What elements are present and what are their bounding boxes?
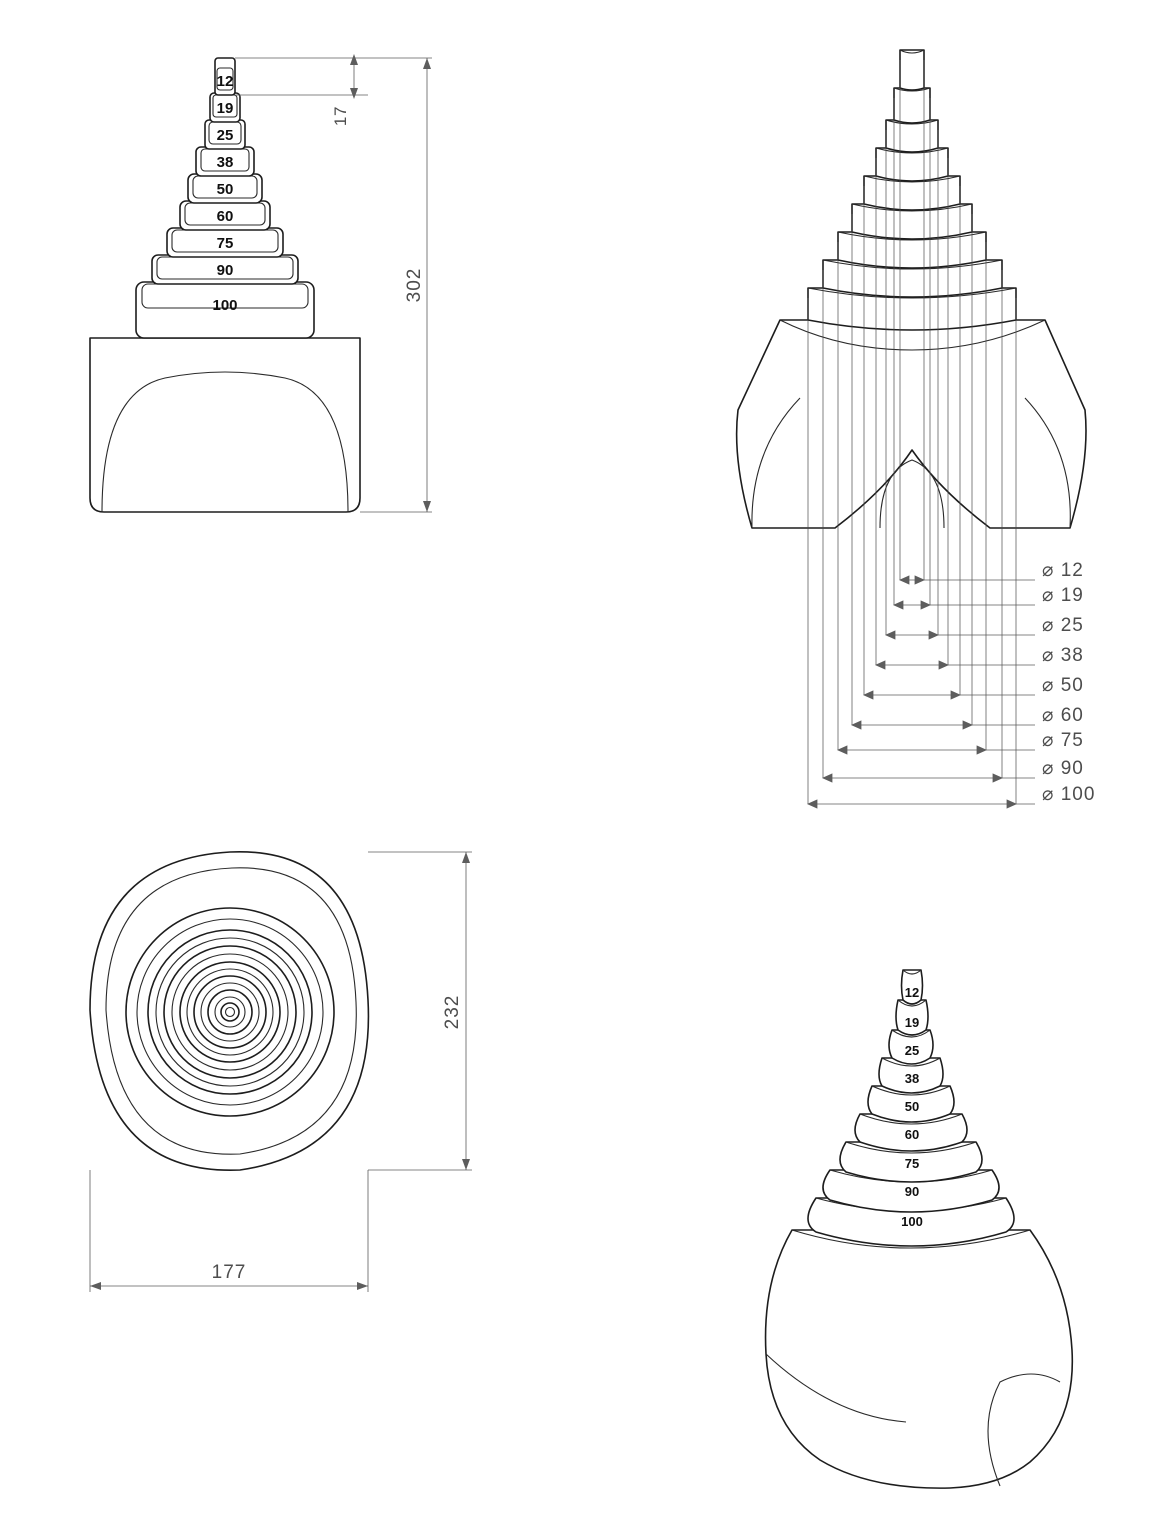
iso-base-body — [737, 320, 1086, 528]
iso-step-stack — [808, 50, 1016, 330]
callout-dia-38: ⌀ 38 — [1042, 645, 1084, 666]
callout-dia-75: ⌀ 75 — [1042, 730, 1084, 751]
iso-step-label-25: 25 — [904, 1043, 920, 1058]
dimension-value-17: 17 — [331, 105, 350, 127]
step-label-100: 100 — [212, 297, 238, 314]
step-label-75: 75 — [216, 235, 234, 252]
step-label-25: 25 — [216, 127, 234, 144]
top-plan-view — [60, 830, 520, 1330]
diameter-dimension-ladder — [808, 576, 1035, 808]
callout-dia-100: ⌀ 100 — [1042, 784, 1096, 805]
plan-step-circles — [126, 908, 334, 1116]
base-body — [90, 338, 360, 512]
iso-step-label-19: 19 — [904, 1015, 920, 1030]
iso-step-label-60: 60 — [904, 1127, 920, 1142]
iso-step-label-75: 75 — [904, 1156, 920, 1171]
isometric-pictorial-view — [700, 930, 1130, 1510]
callout-dia-25: ⌀ 25 — [1042, 615, 1084, 636]
iso-step-label-50: 50 — [904, 1099, 920, 1114]
front-elevation-view — [60, 20, 480, 540]
iso2-base-body — [766, 1230, 1073, 1488]
step-label-90: 90 — [216, 262, 234, 279]
callout-dia-19: ⌀ 19 — [1042, 585, 1084, 606]
callout-dia-90: ⌀ 90 — [1042, 758, 1084, 779]
diameter-callout-labels — [1042, 560, 1095, 805]
callout-dia-50: ⌀ 50 — [1042, 675, 1084, 696]
callout-dia-60: ⌀ 60 — [1042, 705, 1084, 726]
isometric-section-view — [690, 20, 1160, 810]
iso-step-label-12: 12 — [904, 985, 920, 1000]
step-label-60: 60 — [216, 208, 234, 225]
step-label-12: 12 — [216, 73, 234, 90]
iso-step-label-100: 100 — [901, 1214, 923, 1229]
iso-step-label-38: 38 — [904, 1071, 920, 1086]
iso-step-label-90: 90 — [904, 1184, 920, 1199]
dimension-value-177: 177 — [211, 1262, 247, 1283]
dimension-top-step-height — [235, 54, 368, 99]
step-label-19: 19 — [216, 100, 234, 117]
dimension-value-232: 232 — [442, 994, 463, 1030]
callout-dia-12: ⌀ 12 — [1042, 560, 1084, 581]
dimension-value-302: 302 — [404, 267, 425, 303]
step-label-50: 50 — [216, 181, 234, 198]
step-label-38: 38 — [216, 154, 234, 171]
